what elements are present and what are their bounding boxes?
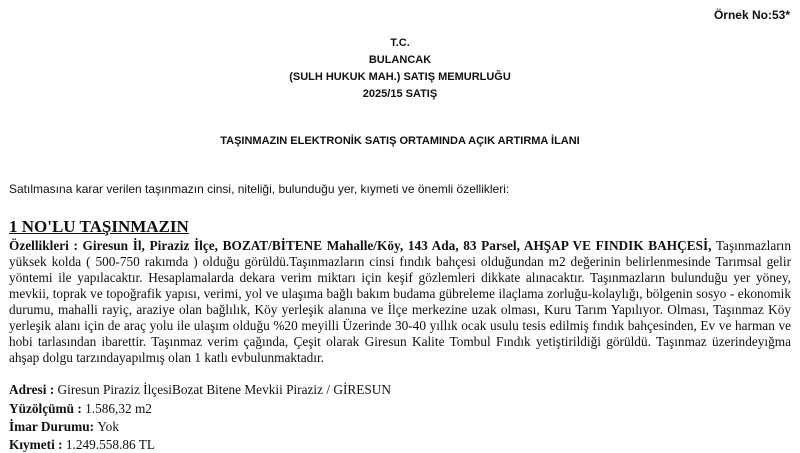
intro-text: Satılmasına karar verilen taşınmazın cinsi, niteliği, bulunduğu yer, kıymeti ve önemli özellikleri: [9,182,510,196]
area-label: Yüzölçümü : [9,401,86,416]
zoning-row [9,419,119,435]
area-value: 1.586,32 m2 [85,401,152,416]
value-row [9,437,155,453]
zoning-label: İmar Durumu: [9,419,98,434]
header-district: BULANCAK [368,54,432,66]
features-description: Taşınmazların yüksek kolda ( 500-750 rakımda ) olduğu görüldü.Taşınmazların cinsi fındık bahçesi olduğundan m2 değerinin belirlenmesinde Tarımsal gelir yöntemi ile yapılacaktır. Hesaplamalarda dekara verim miktarı için keşif gözlemleri dikkate alınacaktır. Taşınmazların bulunduğu yer yöney, mevkii, toprak ve topoğrafik yapısı, verimi, yol ve ulaşıma bağlı bakım budama gübreleme ilaçlama zorluğu-kolaylığı, bölgenin sosyo - ekonomik durumu, mahalli rayiç, araziye olan bağlılık, Köy yerleşik alanına ve İlçe merkezine uzak olması, Kuru Tarım Yapılıyor. Olması, Taşınmaz Köy yerleşik alanı için de araç yolu ile ulaşım olduğu %20 meyilli Üzerinde 30-40 yıllık ocak usulu tesis edilmiş fındık bahçesinden, Ev ve harman ve hobi tarlasından ibarettir. Taşınmaz verim çağında, Çeşit olarak Giresun Kalite Tombul Fındık yetiştirildiği görüldü. Taşınmaz üzerindeyığma ahşap dolgu tarzındayapılmış olan 1 katlı evbulunmaktadır. [9,238,791,365]
header-office: (SULH HUKUK MAH.) SATIŞ MEMURLUĞU [289,71,511,83]
value-label: Kıymeti : [9,437,66,452]
address-label: Adresi : [9,382,58,397]
address-row [9,382,391,398]
address-value: Giresun Piraziz İlçesiBozat Bitene Mevkii Piraziz / GİRESUN [57,382,391,397]
value-amount: 1.249.558.86 TL [65,437,156,452]
features-label: Özellikleri : [9,238,83,253]
property-heading: 1 NO'LU TAŞINMAZIN [9,217,189,236]
notice-title: TAŞINMAZIN ELEKTRONİK SATIŞ ORTAMINDA AÇIK ARTIRMA İLANI [220,135,580,147]
document-header [0,35,800,103]
area-row [9,401,152,417]
sample-number: Örnek No:53* [713,8,790,22]
features-location: Giresun İl, Piraziz İlçe, BOZAT/BİTENE Mahalle/Köy, 143 Ada, 83 Parsel, AHŞAP VE FINDIK BAHÇESİ, [82,238,712,253]
header-case-number: 2025/15 SATIŞ [362,88,438,100]
property-features [9,238,791,366]
header-republic: T.C. [390,37,410,49]
zoning-value: Yok [97,419,119,434]
